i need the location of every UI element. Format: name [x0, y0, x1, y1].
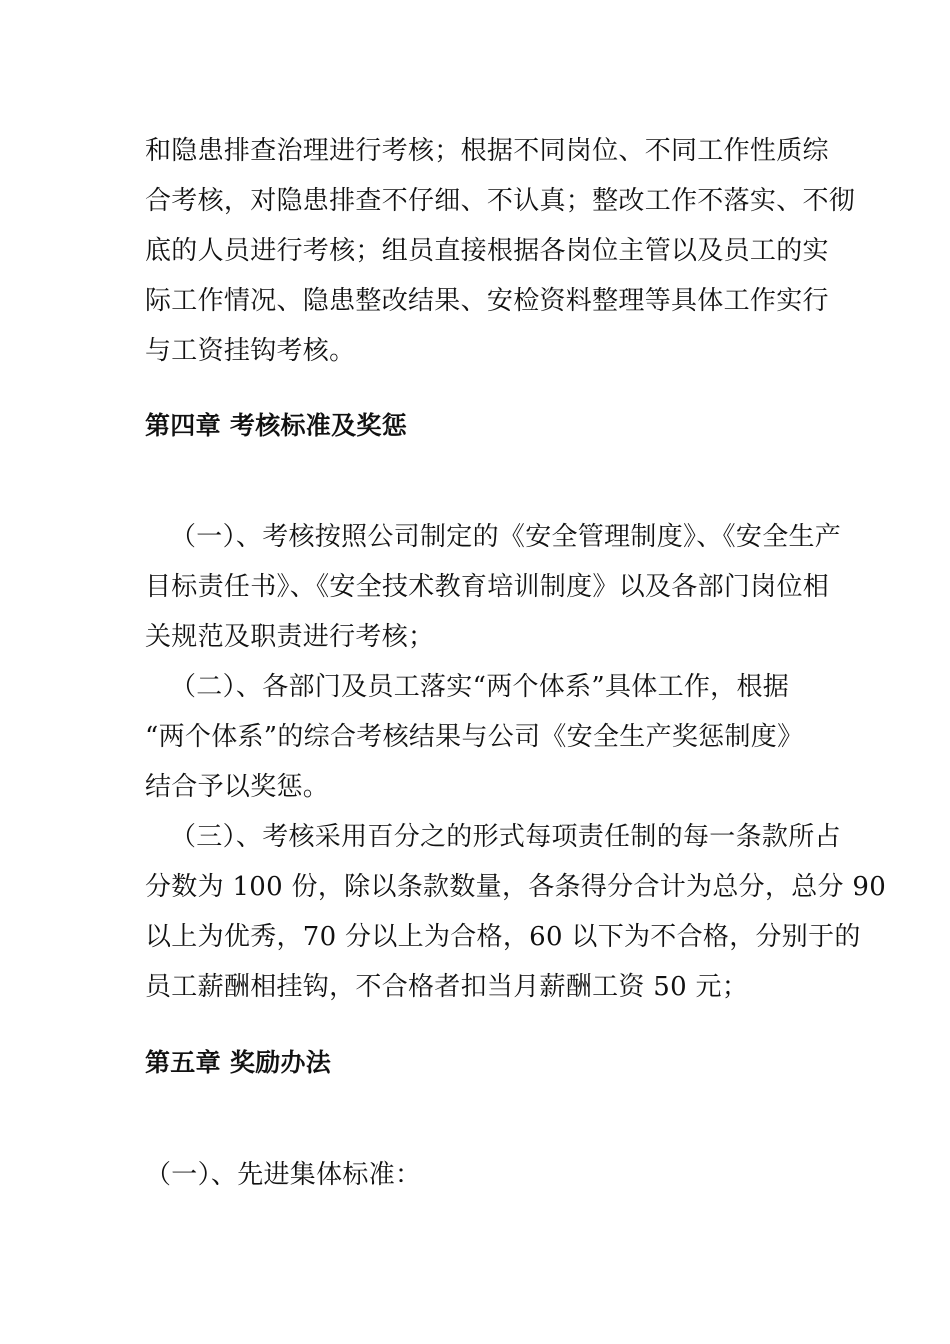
paragraph-line: 和隐患排查治理进行考核；根据不同岗位、不同工作性质综: [145, 136, 829, 166]
clause-line: （二）、各部门及员工落实“两个体系”具体工作，根据: [170, 672, 790, 702]
clause-line: 分数为 100 份，除以条款数量，各条得分合计为总分，总分 90: [145, 872, 887, 902]
clause-line: 结合予以奖惩。: [145, 772, 330, 802]
paragraph-line: 合考核，对隐患排查不仔细、不认真；整改工作不落实、不彻: [145, 186, 856, 216]
chapter-heading: 第五章 奖励办法: [145, 1048, 332, 1077]
clause-line: 员工薪酬相挂钩，不合格者扣当月薪酬工资 50 元；: [145, 972, 749, 1002]
clause-line: 以上为优秀，70 分以上为合格，60 以下为不合格，分别于的: [145, 922, 861, 952]
clause-line: （一）、先进集体标准：: [145, 1160, 422, 1190]
paragraph-line: 底的人员进行考核；组员直接根据各岗位主管以及员工的实: [145, 236, 829, 266]
paragraph-line: 与工资挂钩考核。: [145, 336, 356, 366]
clause-line: 关规范及职责进行考核；: [145, 622, 435, 652]
chapter-heading: 第四章 考核标准及奖惩: [145, 411, 408, 440]
clause-line: 目标责任书》、《安全技术教育培训制度》以及各部门岗位相: [145, 572, 830, 602]
clause-line: “两个体系”的综合考核结果与公司《安全生产奖惩制度》: [145, 722, 804, 752]
clause-line: （三）、考核采用百分之的形式每项责任制的每一条款所占: [170, 822, 841, 852]
paragraph-line: 际工作情况、隐患整改结果、安检资料整理等具体工作实行: [145, 286, 829, 316]
clause-line: （一）、考核按照公司制定的《安全管理制度》、《安全生产: [170, 522, 842, 552]
